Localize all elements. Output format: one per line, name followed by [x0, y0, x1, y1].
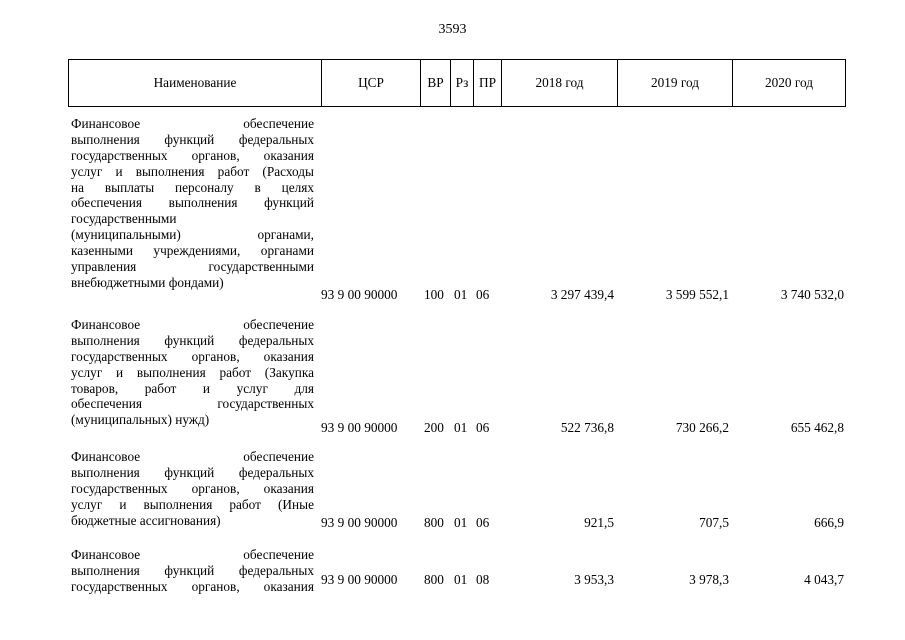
name-line: услуг и выполнения работ (Иные [71, 496, 314, 512]
row-vr: 800 [424, 515, 444, 530]
row-rz: 01 [454, 515, 468, 530]
name-line: Финансовое обеспечение [71, 547, 314, 562]
row-2020: 655 462,8 [790, 420, 844, 435]
header-name: Наименование [153, 75, 237, 90]
name-line: (муниципальными) органами, [71, 227, 314, 243]
row-2018: 522 736,8 [560, 420, 614, 435]
header-2020: 2020 год [732, 60, 845, 106]
name-line: выполнения функций федеральных [71, 131, 314, 147]
row-csr: 93 9 00 90000 [321, 420, 398, 435]
name-line: казенными учреждениями, органами [71, 243, 314, 259]
name-line: на выплаты персоналу в целях [71, 179, 314, 195]
row-pr: 06 [476, 287, 490, 302]
row-name [71, 547, 314, 595]
name-line: государственных органов, оказания [71, 348, 314, 364]
row-vr: 800 [424, 572, 444, 587]
header-csr: ЦСР [321, 60, 420, 106]
header-2019: 2019 год [617, 60, 732, 106]
row-2019: 730 266,2 [675, 420, 729, 435]
row-name [71, 317, 314, 428]
row-2019: 707,5 [699, 515, 729, 530]
name-line: выполнения функций федеральных [71, 464, 314, 480]
header-vr: ВР [420, 60, 450, 106]
row-2020: 4 043,7 [804, 572, 844, 587]
row-2020: 666,9 [814, 515, 844, 530]
row-name [71, 116, 314, 291]
name-line: управления государственными [71, 259, 314, 275]
name-line: обеспечения выполнения функций [71, 195, 314, 211]
row-vr: 100 [424, 287, 444, 302]
row-2020: 3 740 532,0 [780, 287, 844, 302]
row-2019: 3 599 552,1 [665, 287, 729, 302]
name-line: выполнения функций федеральных [71, 332, 314, 348]
name-line: Финансовое обеспечение [71, 317, 314, 332]
row-pr: 08 [476, 572, 490, 587]
row-rz: 01 [454, 287, 468, 302]
header-2018: 2018 год [501, 60, 617, 106]
name-line: государственных органов, оказания [71, 480, 314, 496]
name-line: государственными [71, 211, 177, 227]
name-line: государственных органов, оказания [71, 147, 314, 163]
page-number: 3593 [438, 22, 467, 37]
row-name [71, 449, 314, 528]
name-line: выполнения функций федеральных [71, 562, 314, 578]
name-line: обеспечения государственных [71, 396, 314, 412]
name-line: государственных органов, оказания [71, 578, 314, 594]
row-pr: 06 [476, 420, 490, 435]
name-line: бюджетные ассигнования) [71, 512, 221, 528]
name-line: услуг и выполнения работ (Расходы [71, 163, 314, 179]
table-header [68, 59, 846, 107]
row-2019: 3 978,3 [689, 572, 729, 587]
row-vr: 200 [424, 420, 444, 435]
header-pr: ПР [473, 60, 501, 106]
row-rz: 01 [454, 572, 468, 587]
name-line: услуг и выполнения работ (Закупка [71, 364, 314, 380]
row-csr: 93 9 00 90000 [321, 287, 398, 302]
name-line: Финансовое обеспечение [71, 116, 314, 131]
row-2018: 3 953,3 [574, 572, 614, 587]
name-line: (муниципальных) нужд) [71, 412, 210, 428]
row-2018: 3 297 439,4 [550, 287, 614, 302]
header-rz: Рз [450, 60, 473, 106]
row-pr: 06 [476, 515, 490, 530]
row-csr: 93 9 00 90000 [321, 515, 398, 530]
row-2018: 921,5 [584, 515, 614, 530]
name-line: товаров, работ и услуг для [71, 380, 314, 396]
row-rz: 01 [454, 420, 468, 435]
name-line: внебюджетными фондами) [71, 274, 224, 290]
row-csr: 93 9 00 90000 [321, 572, 398, 587]
name-line: Финансовое обеспечение [71, 449, 314, 464]
